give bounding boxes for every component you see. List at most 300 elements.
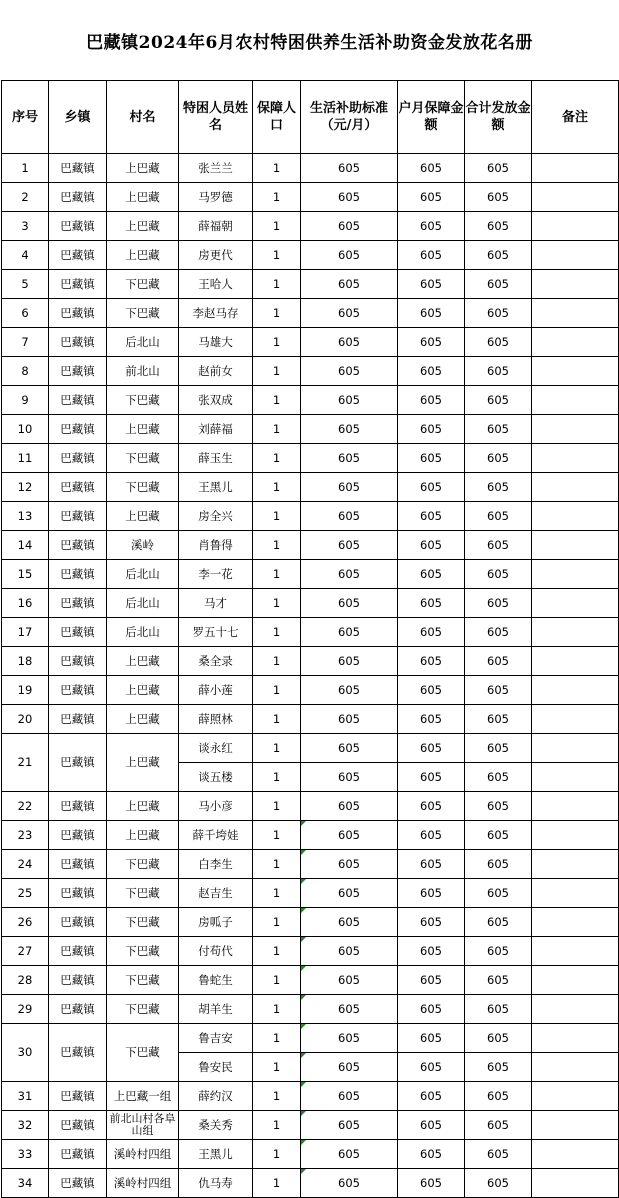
cell-name: 桑全录 (179, 647, 253, 676)
header-people: 保障人口 (253, 81, 301, 154)
cell-monthly: 605 (398, 734, 465, 763)
cell-remark (532, 212, 619, 241)
table-row (2, 328, 619, 357)
cell-name: 王黑儿 (179, 473, 253, 502)
cell-people: 1 (253, 1169, 301, 1198)
cell-people: 1 (253, 473, 301, 502)
cell-monthly: 605 (398, 850, 465, 879)
cell-name: 鲁安民 (179, 1053, 253, 1082)
cell-town: 巴藏镇 (49, 183, 107, 212)
table-row (2, 821, 619, 850)
cell-standard: 605 (301, 1111, 398, 1140)
cell-town: 巴藏镇 (49, 618, 107, 647)
cell-remark (532, 1169, 619, 1198)
cell-total: 605 (465, 328, 532, 357)
cell-remark (532, 241, 619, 270)
cell-total: 605 (465, 502, 532, 531)
cell-town: 巴藏镇 (49, 270, 107, 299)
cell-town: 巴藏镇 (49, 444, 107, 473)
cell-people: 1 (253, 1053, 301, 1082)
cell-remark (532, 328, 619, 357)
cell-no: 15 (2, 560, 49, 589)
cell-standard: 605 (301, 879, 398, 908)
cell-town: 巴藏镇 (49, 154, 107, 183)
cell-remark (532, 589, 619, 618)
cell-monthly: 605 (398, 792, 465, 821)
cell-monthly: 605 (398, 531, 465, 560)
cell-standard: 605 (301, 589, 398, 618)
cell-village: 下巴藏 (107, 850, 179, 879)
cell-total: 605 (465, 734, 532, 763)
cell-people: 1 (253, 908, 301, 937)
cell-remark (532, 502, 619, 531)
cell-village: 上巴藏 (107, 792, 179, 821)
cell-people: 1 (253, 734, 301, 763)
cell-village: 上巴藏 (107, 647, 179, 676)
table-row (2, 1024, 619, 1053)
cell-standard: 605 (301, 792, 398, 821)
table-row (2, 154, 619, 183)
cell-standard: 605 (301, 1169, 398, 1198)
cell-no: 13 (2, 502, 49, 531)
cell-standard: 605 (301, 995, 398, 1024)
cell-village: 下巴藏 (107, 966, 179, 995)
cell-monthly: 605 (398, 618, 465, 647)
cell-village: 上巴藏一组 (107, 1082, 179, 1111)
cell-total: 605 (465, 1111, 532, 1140)
cell-monthly: 605 (398, 705, 465, 734)
cell-remark (532, 386, 619, 415)
cell-monthly: 605 (398, 995, 465, 1024)
cell-village: 上巴藏 (107, 734, 179, 792)
cell-village: 上巴藏 (107, 212, 179, 241)
table-row (2, 792, 619, 821)
cell-name: 赵吉生 (179, 879, 253, 908)
table-row (2, 676, 619, 705)
cell-remark (532, 937, 619, 966)
cell-standard: 605 (301, 328, 398, 357)
table-row (2, 1140, 619, 1169)
table-row (2, 299, 619, 328)
cell-remark (532, 995, 619, 1024)
cell-total: 605 (465, 908, 532, 937)
cell-monthly: 605 (398, 241, 465, 270)
table-row (2, 618, 619, 647)
cell-village: 后北山 (107, 589, 179, 618)
cell-monthly: 605 (398, 270, 465, 299)
cell-standard: 605 (301, 299, 398, 328)
cell-no: 8 (2, 357, 49, 386)
cell-town: 巴藏镇 (49, 676, 107, 705)
cell-no: 28 (2, 966, 49, 995)
cell-name: 张兰兰 (179, 154, 253, 183)
header-standard: 生活补助标准（元/月） (301, 81, 398, 154)
cell-name: 房更代 (179, 241, 253, 270)
cell-name: 鲁吉安 (179, 1024, 253, 1053)
table-row (2, 937, 619, 966)
cell-remark (532, 1024, 619, 1053)
cell-no: 10 (2, 415, 49, 444)
cell-people: 1 (253, 995, 301, 1024)
cell-standard: 605 (301, 908, 398, 937)
cell-people: 1 (253, 937, 301, 966)
cell-name: 仇马寿 (179, 1169, 253, 1198)
cell-total: 605 (465, 879, 532, 908)
cell-monthly: 605 (398, 212, 465, 241)
cell-people: 1 (253, 1111, 301, 1140)
header-name: 特困人员姓名 (179, 81, 253, 154)
cell-village: 下巴藏 (107, 908, 179, 937)
cell-monthly: 605 (398, 1140, 465, 1169)
cell-town: 巴藏镇 (49, 792, 107, 821)
cell-name: 马罗德 (179, 183, 253, 212)
cell-town: 巴藏镇 (49, 1169, 107, 1198)
cell-people: 1 (253, 1082, 301, 1111)
cell-monthly: 605 (398, 879, 465, 908)
cell-total: 605 (465, 560, 532, 589)
cell-name: 桑关秀 (179, 1111, 253, 1140)
cell-town: 巴藏镇 (49, 995, 107, 1024)
cell-monthly: 605 (398, 183, 465, 212)
cell-remark (532, 270, 619, 299)
cell-total: 605 (465, 1140, 532, 1169)
cell-name: 罗五十七 (179, 618, 253, 647)
cell-standard: 605 (301, 357, 398, 386)
cell-standard: 605 (301, 1024, 398, 1053)
cell-monthly: 605 (398, 908, 465, 937)
cell-remark (532, 183, 619, 212)
table-row (2, 995, 619, 1024)
cell-town: 巴藏镇 (49, 647, 107, 676)
cell-name: 薛福朝 (179, 212, 253, 241)
cell-total: 605 (465, 299, 532, 328)
header-no: 序号 (2, 81, 49, 154)
cell-no: 16 (2, 589, 49, 618)
cell-remark (532, 618, 619, 647)
cell-village: 下巴藏 (107, 444, 179, 473)
cell-town: 巴藏镇 (49, 502, 107, 531)
cell-village: 后北山 (107, 560, 179, 589)
cell-people: 1 (253, 618, 301, 647)
cell-name: 房全兴 (179, 502, 253, 531)
cell-town: 巴藏镇 (49, 850, 107, 879)
cell-town: 巴藏镇 (49, 415, 107, 444)
header-monthly: 户月保障金额 (398, 81, 465, 154)
cell-village: 上巴藏 (107, 502, 179, 531)
table-row (2, 1082, 619, 1111)
cell-standard: 605 (301, 531, 398, 560)
cell-monthly: 605 (398, 328, 465, 357)
table-body (2, 154, 619, 1198)
cell-name: 谈永红 (179, 734, 253, 763)
cell-no: 6 (2, 299, 49, 328)
cell-people: 1 (253, 444, 301, 473)
table-row (2, 589, 619, 618)
cell-standard: 605 (301, 821, 398, 850)
cell-no: 25 (2, 879, 49, 908)
cell-name: 王黑儿 (179, 1140, 253, 1169)
cell-monthly: 605 (398, 937, 465, 966)
header-total: 合计发放金额 (465, 81, 532, 154)
cell-name: 张双成 (179, 386, 253, 415)
cell-standard: 605 (301, 1140, 398, 1169)
cell-standard: 605 (301, 473, 398, 502)
cell-people: 1 (253, 386, 301, 415)
cell-no: 14 (2, 531, 49, 560)
cell-standard: 605 (301, 734, 398, 763)
cell-monthly: 605 (398, 821, 465, 850)
table-row (2, 415, 619, 444)
cell-total: 605 (465, 589, 532, 618)
cell-monthly: 605 (398, 763, 465, 792)
cell-name: 刘薛福 (179, 415, 253, 444)
cell-remark (532, 299, 619, 328)
cell-people: 1 (253, 241, 301, 270)
cell-name: 薛约汉 (179, 1082, 253, 1111)
cell-monthly: 605 (398, 299, 465, 328)
header-village: 村名 (107, 81, 179, 154)
table-row (2, 734, 619, 763)
cell-people: 1 (253, 154, 301, 183)
cell-monthly: 605 (398, 502, 465, 531)
cell-no: 30 (2, 1024, 49, 1082)
cell-no: 9 (2, 386, 49, 415)
cell-name: 谈五楼 (179, 763, 253, 792)
cell-standard: 605 (301, 763, 398, 792)
cell-town: 巴藏镇 (49, 531, 107, 560)
cell-monthly: 605 (398, 966, 465, 995)
table-row (2, 705, 619, 734)
cell-town: 巴藏镇 (49, 1024, 107, 1082)
cell-people: 1 (253, 328, 301, 357)
cell-no: 27 (2, 937, 49, 966)
cell-no: 2 (2, 183, 49, 212)
cell-standard: 605 (301, 386, 398, 415)
cell-monthly: 605 (398, 473, 465, 502)
cell-remark (532, 1082, 619, 1111)
cell-total: 605 (465, 212, 532, 241)
table-row (2, 502, 619, 531)
cell-people: 1 (253, 589, 301, 618)
cell-no: 34 (2, 1169, 49, 1198)
cell-no: 31 (2, 1082, 49, 1111)
cell-village: 上巴藏 (107, 154, 179, 183)
cell-remark (532, 879, 619, 908)
cell-town: 巴藏镇 (49, 212, 107, 241)
cell-total: 605 (465, 995, 532, 1024)
cell-town: 巴藏镇 (49, 937, 107, 966)
cell-total: 605 (465, 154, 532, 183)
table-row (2, 1169, 619, 1198)
cell-village: 上巴藏 (107, 821, 179, 850)
cell-total: 605 (465, 647, 532, 676)
cell-total: 605 (465, 966, 532, 995)
cell-people: 1 (253, 705, 301, 734)
cell-standard: 605 (301, 502, 398, 531)
cell-name: 房呱子 (179, 908, 253, 937)
cell-name: 胡羊生 (179, 995, 253, 1024)
cell-village: 溪岭村四组 (107, 1140, 179, 1169)
cell-monthly: 605 (398, 589, 465, 618)
cell-no: 17 (2, 618, 49, 647)
cell-town: 巴藏镇 (49, 560, 107, 589)
cell-village: 下巴藏 (107, 386, 179, 415)
cell-village: 下巴藏 (107, 995, 179, 1024)
cell-village: 下巴藏 (107, 299, 179, 328)
cell-village: 溪岭 (107, 531, 179, 560)
cell-standard: 605 (301, 966, 398, 995)
cell-village: 前北山 (107, 357, 179, 386)
cell-village: 上巴藏 (107, 183, 179, 212)
cell-remark (532, 792, 619, 821)
cell-town: 巴藏镇 (49, 966, 107, 995)
cell-people: 1 (253, 850, 301, 879)
cell-name: 薛千垮娃 (179, 821, 253, 850)
table-row (2, 212, 619, 241)
cell-remark (532, 531, 619, 560)
header-remark: 备注 (532, 81, 619, 154)
cell-monthly: 605 (398, 415, 465, 444)
table-row (2, 357, 619, 386)
header-town: 乡镇 (49, 81, 107, 154)
cell-standard: 605 (301, 415, 398, 444)
cell-total: 605 (465, 357, 532, 386)
cell-total: 605 (465, 763, 532, 792)
cell-remark (532, 647, 619, 676)
cell-people: 1 (253, 502, 301, 531)
cell-no: 32 (2, 1111, 49, 1140)
cell-remark (532, 850, 619, 879)
cell-standard: 605 (301, 212, 398, 241)
cell-monthly: 605 (398, 647, 465, 676)
cell-people: 1 (253, 1024, 301, 1053)
cell-village: 前北山村各阜山组 (107, 1111, 179, 1140)
cell-name: 白李生 (179, 850, 253, 879)
cell-remark (532, 821, 619, 850)
cell-village: 溪岭村四组 (107, 1169, 179, 1198)
table-row (2, 1111, 619, 1140)
cell-name: 薛照林 (179, 705, 253, 734)
cell-no: 23 (2, 821, 49, 850)
table-row (2, 647, 619, 676)
cell-people: 1 (253, 647, 301, 676)
cell-remark (532, 473, 619, 502)
cell-town: 巴藏镇 (49, 908, 107, 937)
cell-remark (532, 1053, 619, 1082)
table-row (2, 386, 619, 415)
cell-total: 605 (465, 705, 532, 734)
cell-total: 605 (465, 1169, 532, 1198)
cell-total: 605 (465, 937, 532, 966)
cell-standard: 605 (301, 183, 398, 212)
cell-no: 1 (2, 154, 49, 183)
table-row (2, 241, 619, 270)
cell-standard: 605 (301, 937, 398, 966)
cell-village: 上巴藏 (107, 241, 179, 270)
cell-monthly: 605 (398, 1053, 465, 1082)
cell-remark (532, 154, 619, 183)
table-row (2, 444, 619, 473)
table-row (2, 531, 619, 560)
cell-total: 605 (465, 270, 532, 299)
page-title: 巴藏镇2024年6月农村特困供养生活补助资金发放花名册 (86, 32, 533, 53)
cell-town: 巴藏镇 (49, 879, 107, 908)
cell-standard: 605 (301, 1053, 398, 1082)
table-row (2, 183, 619, 212)
cell-village: 上巴藏 (107, 705, 179, 734)
cell-people: 1 (253, 966, 301, 995)
cell-standard: 605 (301, 270, 398, 299)
cell-people: 1 (253, 879, 301, 908)
cell-town: 巴藏镇 (49, 705, 107, 734)
cell-name: 薛玉生 (179, 444, 253, 473)
cell-total: 605 (465, 618, 532, 647)
cell-standard: 605 (301, 560, 398, 589)
cell-town: 巴藏镇 (49, 386, 107, 415)
roster-table (1, 80, 619, 1198)
cell-total: 605 (465, 183, 532, 212)
cell-monthly: 605 (398, 1169, 465, 1198)
cell-remark (532, 966, 619, 995)
cell-town: 巴藏镇 (49, 589, 107, 618)
cell-town: 巴藏镇 (49, 1111, 107, 1140)
cell-remark (532, 1140, 619, 1169)
cell-name: 李赵马存 (179, 299, 253, 328)
cell-people: 1 (253, 560, 301, 589)
cell-standard: 605 (301, 647, 398, 676)
cell-total: 605 (465, 241, 532, 270)
cell-town: 巴藏镇 (49, 241, 107, 270)
cell-monthly: 605 (398, 386, 465, 415)
cell-standard: 605 (301, 850, 398, 879)
cell-village: 下巴藏 (107, 473, 179, 502)
cell-total: 605 (465, 444, 532, 473)
cell-people: 1 (253, 357, 301, 386)
cell-remark (532, 763, 619, 792)
cell-total: 605 (465, 1024, 532, 1053)
cell-total: 605 (465, 1082, 532, 1111)
cell-total: 605 (465, 1053, 532, 1082)
cell-people: 1 (253, 270, 301, 299)
cell-monthly: 605 (398, 1024, 465, 1053)
cell-name: 李一花 (179, 560, 253, 589)
table-row (2, 473, 619, 502)
cell-village: 后北山 (107, 618, 179, 647)
cell-standard: 605 (301, 241, 398, 270)
cell-town: 巴藏镇 (49, 328, 107, 357)
cell-town: 巴藏镇 (49, 821, 107, 850)
cell-remark (532, 908, 619, 937)
cell-monthly: 605 (398, 357, 465, 386)
cell-total: 605 (465, 531, 532, 560)
cell-people: 1 (253, 821, 301, 850)
cell-name: 马小彦 (179, 792, 253, 821)
table-row (2, 966, 619, 995)
cell-standard: 605 (301, 444, 398, 473)
cell-total: 605 (465, 415, 532, 444)
cell-monthly: 605 (398, 1082, 465, 1111)
cell-no: 33 (2, 1140, 49, 1169)
cell-total: 605 (465, 792, 532, 821)
table-row (2, 560, 619, 589)
cell-standard: 605 (301, 154, 398, 183)
cell-monthly: 605 (398, 444, 465, 473)
cell-no: 4 (2, 241, 49, 270)
cell-remark (532, 415, 619, 444)
cell-remark (532, 676, 619, 705)
cell-village: 下巴藏 (107, 879, 179, 908)
cell-standard: 605 (301, 618, 398, 647)
